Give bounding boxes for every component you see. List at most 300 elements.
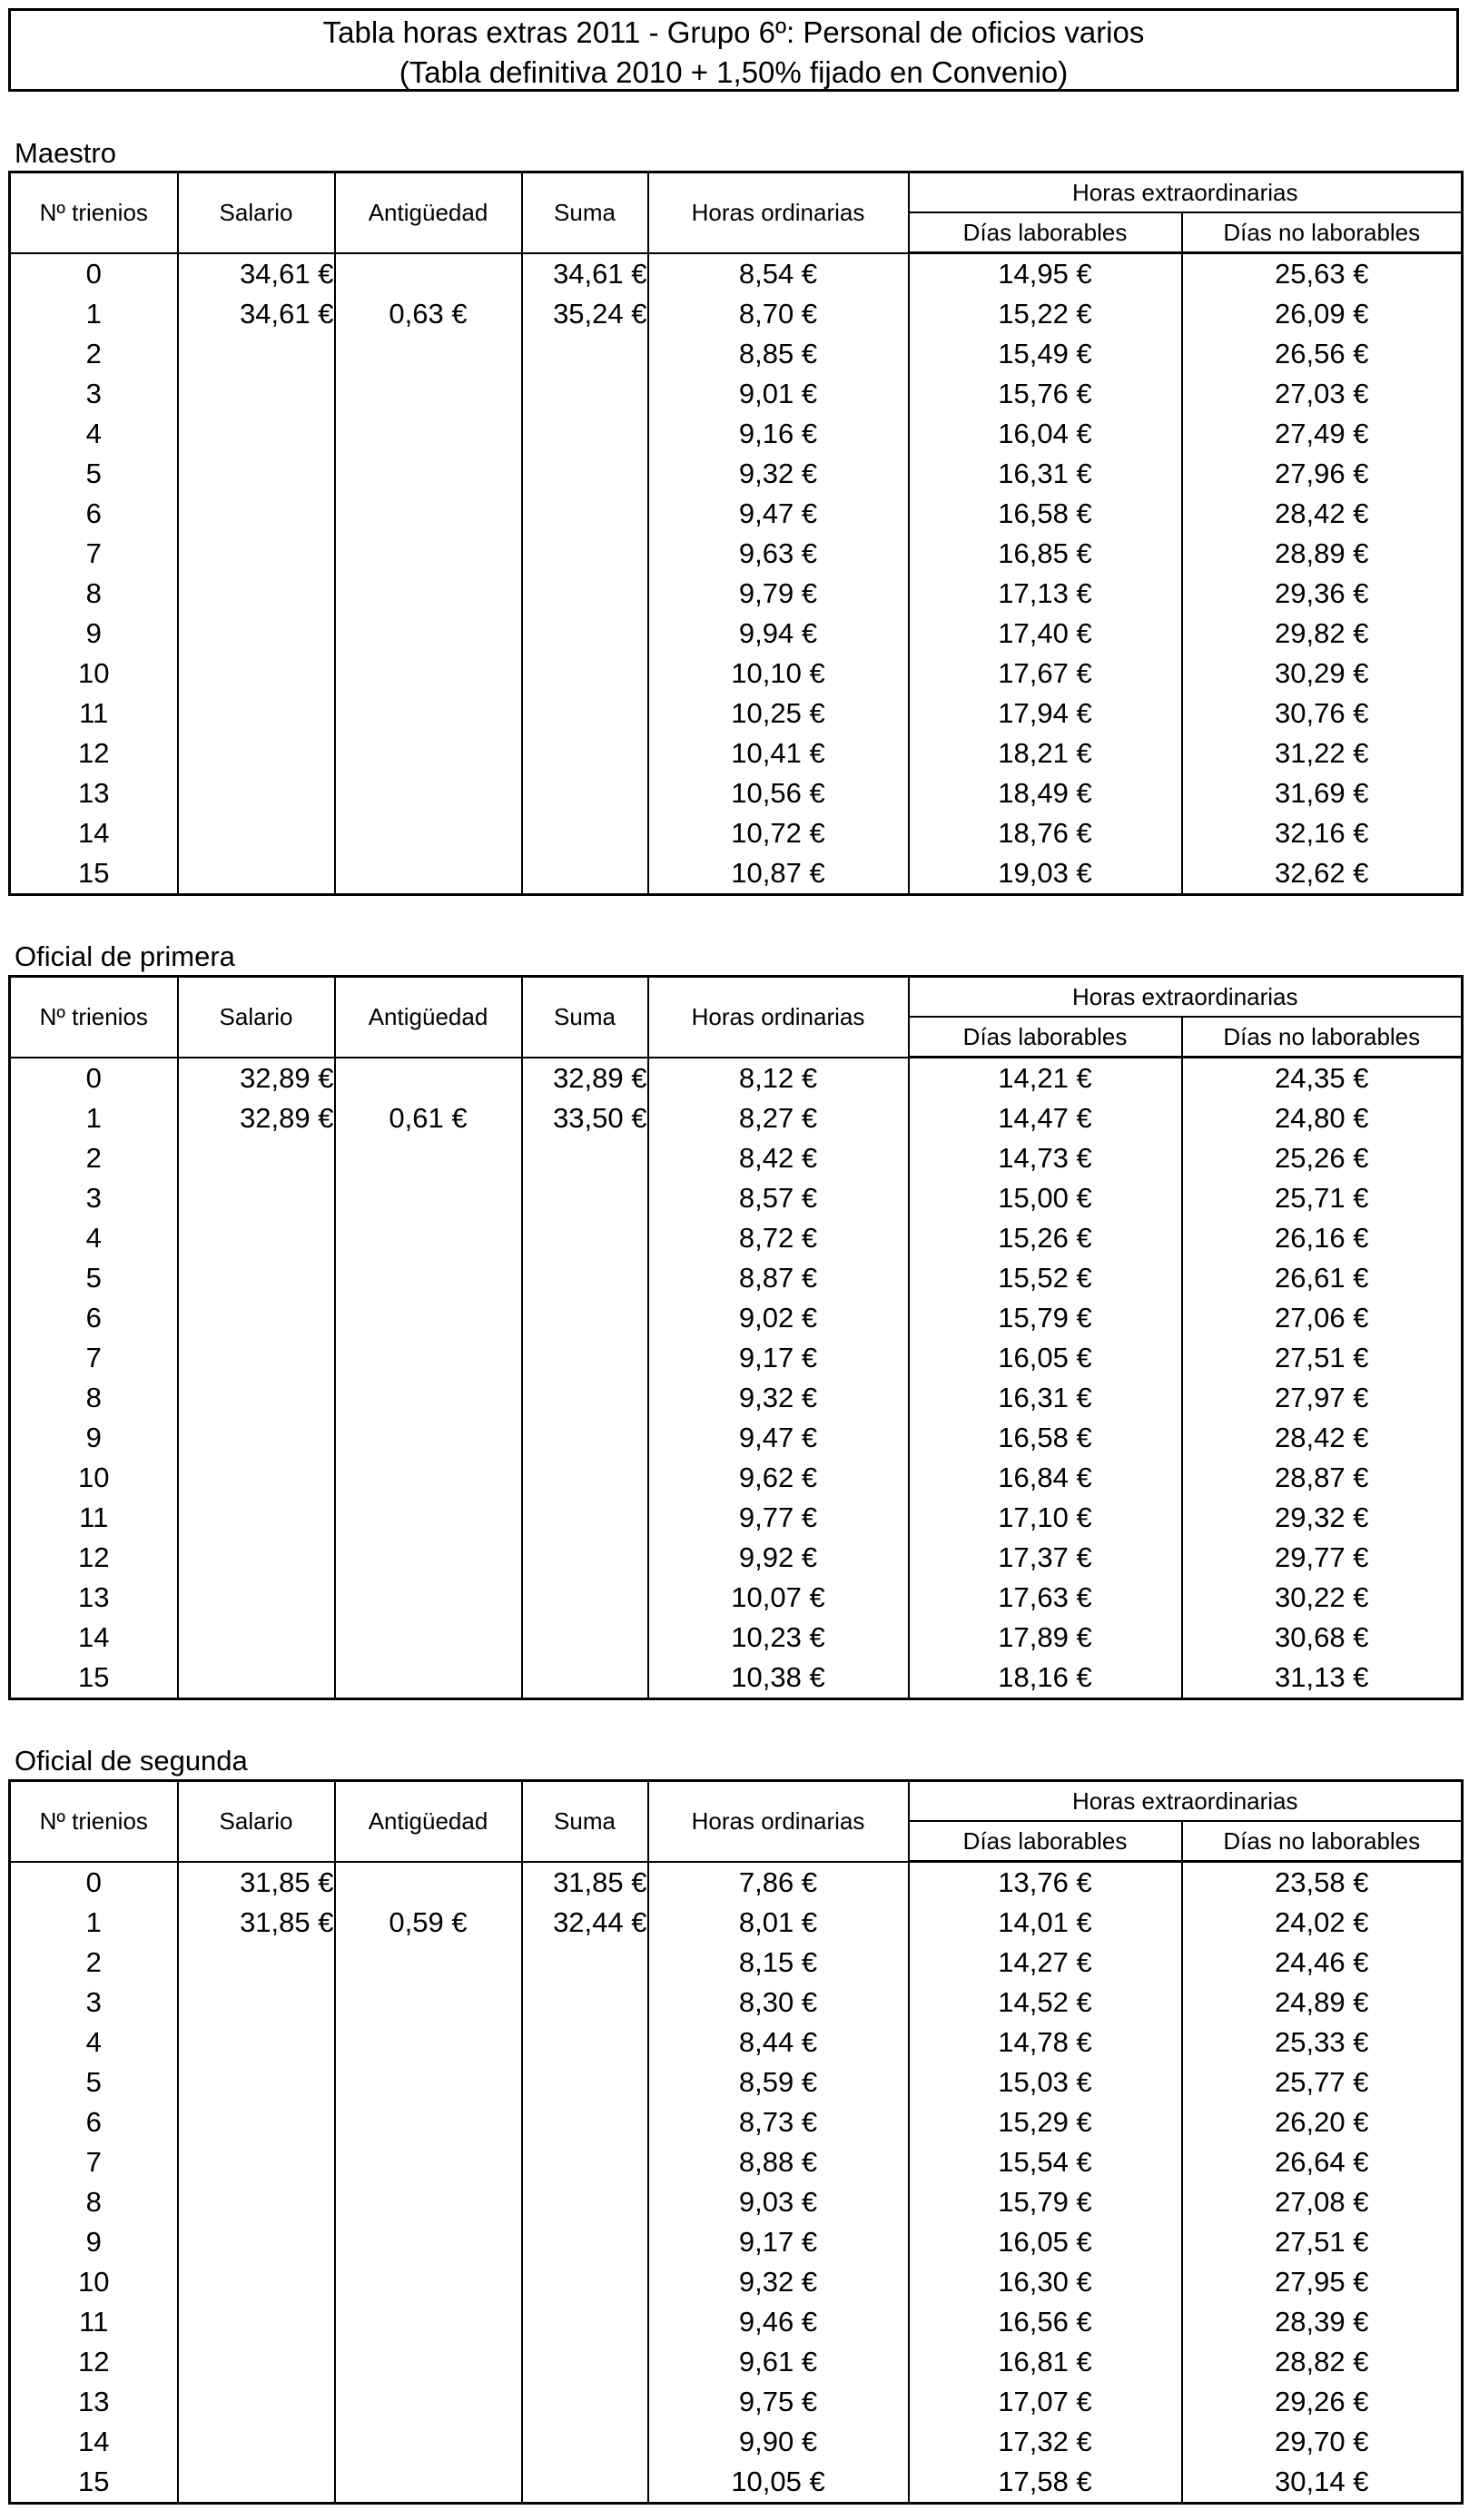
cell-suma [522, 2382, 648, 2422]
cell-dias-laborables: 19,03 € [909, 853, 1182, 895]
cell-trienios: 9 [10, 1418, 178, 1458]
cell-dias-laborables: 17,58 € [909, 2462, 1182, 2504]
cell-dias-laborables: 15,00 € [909, 1178, 1182, 1218]
cell-suma: 32,44 € [522, 1903, 648, 1943]
cell-dias-laborables: 17,13 € [909, 574, 1182, 614]
cell-salario: 31,85 € [178, 1862, 335, 1904]
cell-dias-laborables: 14,01 € [909, 1903, 1182, 1943]
cell-antiguedad [335, 1943, 522, 1983]
table-row [10, 813, 1463, 853]
cell-horas-ordinarias: 7,86 € [648, 1862, 909, 1904]
cell-antiguedad [335, 2062, 522, 2102]
cell-horas-ordinarias: 9,47 € [648, 494, 909, 534]
cell-salario [178, 2062, 335, 2102]
table-row [10, 694, 1463, 733]
cell-suma [522, 853, 648, 895]
cell-salario [178, 2142, 335, 2182]
cell-dias-no-laborables: 25,63 € [1182, 253, 1463, 295]
cell-suma [522, 2142, 648, 2182]
cell-trienios: 11 [10, 1498, 178, 1538]
cell-horas-ordinarias: 9,75 € [648, 2382, 909, 2422]
cell-trienios: 3 [10, 1178, 178, 1218]
cell-trienios: 4 [10, 414, 178, 454]
title-line-1: Tabla horas extras 2011 - Grupo 6º: Personal de oficios varios [322, 15, 1145, 49]
cell-horas-ordinarias: 8,54 € [648, 253, 909, 295]
cell-salario [178, 2222, 335, 2262]
table-row [10, 494, 1463, 534]
cell-dias-no-laborables: 24,02 € [1182, 1903, 1463, 1943]
cell-dias-laborables: 14,21 € [909, 1058, 1182, 1099]
cell-suma [522, 2182, 648, 2222]
cell-dias-no-laborables: 28,87 € [1182, 1458, 1463, 1498]
cell-horas-ordinarias: 8,85 € [648, 334, 909, 374]
table-row [10, 1498, 1463, 1538]
cell-trienios: 15 [10, 853, 178, 895]
cell-antiguedad [335, 1538, 522, 1578]
header-suma: Suma [522, 977, 648, 1058]
table-row [10, 1983, 1463, 2023]
cell-suma: 32,89 € [522, 1058, 648, 1099]
cell-horas-ordinarias: 10,25 € [648, 694, 909, 733]
table-row [10, 1178, 1463, 1218]
cell-trienios: 11 [10, 694, 178, 733]
cell-dias-laborables: 15,52 € [909, 1258, 1182, 1298]
cell-trienios: 7 [10, 2142, 178, 2182]
table-row [10, 534, 1463, 574]
cell-antiguedad [335, 1218, 522, 1258]
cell-dias-laborables: 16,30 € [909, 2262, 1182, 2302]
cell-dias-laborables: 17,32 € [909, 2422, 1182, 2462]
cell-salario [178, 2102, 335, 2142]
cell-dias-no-laborables: 30,14 € [1182, 2462, 1463, 2504]
cell-horas-ordinarias: 8,70 € [648, 294, 909, 334]
cell-antiguedad [335, 454, 522, 494]
cell-salario [178, 1338, 335, 1378]
header-suma: Suma [522, 172, 648, 253]
cell-antiguedad [335, 1458, 522, 1498]
cell-dias-no-laborables: 28,42 € [1182, 494, 1463, 534]
cell-trienios: 12 [10, 1538, 178, 1578]
cell-trienios: 6 [10, 2102, 178, 2142]
cell-dias-no-laborables: 29,77 € [1182, 1538, 1463, 1578]
cell-trienios: 0 [10, 1862, 178, 1904]
cell-trienios: 9 [10, 614, 178, 654]
cell-antiguedad [335, 2382, 522, 2422]
cell-suma: 35,24 € [522, 294, 648, 334]
cell-horas-ordinarias: 9,32 € [648, 454, 909, 494]
cell-trienios: 13 [10, 2382, 178, 2422]
cell-suma [522, 1298, 648, 1338]
cell-trienios: 10 [10, 654, 178, 694]
header-horas-ordinarias: Horas ordinarias [648, 977, 909, 1058]
cell-antiguedad [335, 2142, 522, 2182]
cell-dias-laborables: 15,22 € [909, 294, 1182, 334]
cell-salario [178, 454, 335, 494]
cell-dias-no-laborables: 24,89 € [1182, 1983, 1463, 2023]
cell-dias-laborables: 18,76 € [909, 813, 1182, 853]
cell-dias-no-laborables: 27,06 € [1182, 1298, 1463, 1338]
header-salario: Salario [178, 172, 335, 253]
header-horas-extraordinarias: Horas extraordinarias [909, 172, 1463, 213]
cell-horas-ordinarias: 9,77 € [648, 1498, 909, 1538]
cell-dias-laborables: 17,07 € [909, 2382, 1182, 2422]
table-row [10, 2062, 1463, 2102]
cell-antiguedad [335, 614, 522, 654]
cell-horas-ordinarias: 8,44 € [648, 2023, 909, 2062]
cell-suma [522, 1498, 648, 1538]
cell-salario [178, 733, 335, 773]
header-trienios: Nº trienios [10, 977, 178, 1058]
cell-trienios: 13 [10, 773, 178, 813]
cell-antiguedad [335, 1862, 522, 1904]
cell-dias-laborables: 18,21 € [909, 733, 1182, 773]
cell-salario [178, 773, 335, 813]
table-row [10, 253, 1463, 295]
cell-dias-laborables: 18,49 € [909, 773, 1182, 813]
cell-dias-laborables: 15,76 € [909, 374, 1182, 414]
table-row [10, 1578, 1463, 1618]
cell-dias-no-laborables: 27,97 € [1182, 1378, 1463, 1418]
cell-dias-laborables: 15,49 € [909, 334, 1182, 374]
cell-horas-ordinarias: 10,41 € [648, 733, 909, 773]
cell-dias-laborables: 13,76 € [909, 1862, 1182, 1904]
cell-dias-no-laborables: 25,77 € [1182, 2062, 1463, 2102]
header-dias-laborables: Días laborables [909, 1821, 1182, 1862]
cell-antiguedad [335, 694, 522, 733]
cell-suma [522, 414, 648, 454]
cell-salario [178, 2382, 335, 2422]
cell-salario [178, 494, 335, 534]
cell-dias-laborables: 16,58 € [909, 494, 1182, 534]
cell-trienios: 10 [10, 1458, 178, 1498]
cell-salario [178, 1178, 335, 1218]
cell-horas-ordinarias: 9,17 € [648, 2222, 909, 2262]
cell-dias-laborables: 15,79 € [909, 2182, 1182, 2222]
section-title-oficial-segunda: Oficial de segunda [15, 1745, 248, 1777]
cell-horas-ordinarias: 9,61 € [648, 2342, 909, 2382]
cell-dias-no-laborables: 26,64 € [1182, 2142, 1463, 2182]
cell-antiguedad [335, 2262, 522, 2302]
cell-dias-no-laborables: 29,32 € [1182, 1498, 1463, 1538]
cell-salario [178, 1458, 335, 1498]
cell-salario [178, 654, 335, 694]
cell-trienios: 15 [10, 1658, 178, 1699]
cell-dias-laborables: 17,63 € [909, 1578, 1182, 1618]
cell-horas-ordinarias: 9,94 € [648, 614, 909, 654]
cell-dias-no-laborables: 31,13 € [1182, 1658, 1463, 1699]
cell-dias-no-laborables: 32,16 € [1182, 813, 1463, 853]
cell-salario [178, 1298, 335, 1338]
cell-dias-no-laborables: 28,89 € [1182, 534, 1463, 574]
header-suma: Suma [522, 1781, 648, 1862]
cell-salario [178, 813, 335, 853]
table-row [10, 2382, 1463, 2422]
cell-salario [178, 2422, 335, 2462]
cell-antiguedad [335, 2222, 522, 2262]
cell-antiguedad [335, 2462, 522, 2504]
cell-salario [178, 2182, 335, 2222]
cell-antiguedad [335, 2422, 522, 2462]
table-row [10, 2182, 1463, 2222]
cell-trienios: 4 [10, 2023, 178, 2062]
cell-suma [522, 2342, 648, 2382]
cell-salario [178, 1983, 335, 2023]
table-row [10, 2462, 1463, 2504]
cell-suma [522, 2422, 648, 2462]
cell-horas-ordinarias: 10,87 € [648, 853, 909, 895]
cell-dias-laborables: 17,89 € [909, 1618, 1182, 1658]
cell-antiguedad [335, 1138, 522, 1178]
cell-salario [178, 1498, 335, 1538]
cell-suma: 31,85 € [522, 1862, 648, 1904]
cell-salario [178, 2262, 335, 2302]
cell-antiguedad [335, 813, 522, 853]
title-line-2: (Tabla definitiva 2010 + 1,50% fijado en Convenio) [399, 55, 1069, 89]
table-oficial-segunda [8, 1779, 1464, 2505]
cell-horas-ordinarias: 9,03 € [648, 2182, 909, 2222]
cell-salario [178, 2342, 335, 2382]
cell-horas-ordinarias: 9,47 € [648, 1418, 909, 1458]
cell-dias-laborables: 16,31 € [909, 454, 1182, 494]
cell-dias-no-laborables: 24,46 € [1182, 1943, 1463, 1983]
table-row [10, 2023, 1463, 2062]
cell-salario: 34,61 € [178, 294, 335, 334]
cell-trienios: 3 [10, 1983, 178, 2023]
table-maestro [8, 171, 1464, 896]
cell-antiguedad [335, 1578, 522, 1618]
cell-suma [522, 694, 648, 733]
cell-dias-laborables: 14,95 € [909, 253, 1182, 295]
cell-antiguedad: 0,61 € [335, 1098, 522, 1138]
cell-salario [178, 1218, 335, 1258]
header-horas-ordinarias: Horas ordinarias [648, 1781, 909, 1862]
cell-dias-laborables: 14,47 € [909, 1098, 1182, 1138]
cell-horas-ordinarias: 8,88 € [648, 2142, 909, 2182]
cell-antiguedad [335, 2302, 522, 2342]
cell-dias-laborables: 18,16 € [909, 1658, 1182, 1699]
cell-horas-ordinarias: 8,57 € [648, 1178, 909, 1218]
cell-dias-no-laborables: 27,95 € [1182, 2262, 1463, 2302]
cell-suma [522, 733, 648, 773]
cell-trienios: 14 [10, 2422, 178, 2462]
cell-antiguedad [335, 1178, 522, 1218]
table-row [10, 334, 1463, 374]
cell-horas-ordinarias: 8,72 € [648, 1218, 909, 1258]
cell-dias-laborables: 15,54 € [909, 2142, 1182, 2182]
cell-horas-ordinarias: 9,79 € [648, 574, 909, 614]
header-trienios: Nº trienios [10, 1781, 178, 1862]
cell-antiguedad [335, 253, 522, 295]
cell-salario [178, 694, 335, 733]
cell-suma [522, 1943, 648, 1983]
cell-horas-ordinarias: 8,30 € [648, 1983, 909, 2023]
table-row [10, 614, 1463, 654]
cell-salario [178, 414, 335, 454]
cell-dias-no-laborables: 31,22 € [1182, 733, 1463, 773]
cell-salario [178, 574, 335, 614]
cell-dias-no-laborables: 26,09 € [1182, 294, 1463, 334]
table-row [10, 853, 1463, 895]
cell-dias-no-laborables: 31,69 € [1182, 773, 1463, 813]
header-antiguedad: Antigüedad [335, 977, 522, 1058]
table-row [10, 1862, 1463, 1904]
cell-horas-ordinarias: 9,32 € [648, 1378, 909, 1418]
cell-suma [522, 494, 648, 534]
cell-salario [178, 1138, 335, 1178]
cell-antiguedad [335, 414, 522, 454]
header-horas-ordinarias: Horas ordinarias [648, 172, 909, 253]
table-row [10, 574, 1463, 614]
cell-horas-ordinarias: 9,17 € [648, 1338, 909, 1378]
cell-suma [522, 1538, 648, 1578]
cell-salario: 32,89 € [178, 1098, 335, 1138]
cell-trienios: 0 [10, 1058, 178, 1099]
cell-horas-ordinarias: 10,38 € [648, 1658, 909, 1699]
cell-trienios: 1 [10, 294, 178, 334]
cell-dias-no-laborables: 26,56 € [1182, 334, 1463, 374]
cell-dias-laborables: 16,58 € [909, 1418, 1182, 1458]
cell-dias-no-laborables: 23,58 € [1182, 1862, 1463, 1904]
cell-dias-no-laborables: 27,03 € [1182, 374, 1463, 414]
cell-dias-laborables: 14,78 € [909, 2023, 1182, 2062]
cell-suma [522, 2102, 648, 2142]
cell-antiguedad [335, 1418, 522, 1458]
cell-trienios: 12 [10, 2342, 178, 2382]
cell-suma [522, 2062, 648, 2102]
cell-trienios: 6 [10, 1298, 178, 1338]
cell-trienios: 11 [10, 2302, 178, 2342]
table-row [10, 1298, 1463, 1338]
cell-horas-ordinarias: 8,15 € [648, 1943, 909, 1983]
cell-dias-no-laborables: 27,51 € [1182, 2222, 1463, 2262]
cell-horas-ordinarias: 9,90 € [648, 2422, 909, 2462]
cell-dias-laborables: 17,40 € [909, 614, 1182, 654]
cell-dias-laborables: 16,05 € [909, 1338, 1182, 1378]
cell-suma [522, 1458, 648, 1498]
cell-dias-no-laborables: 29,70 € [1182, 2422, 1463, 2462]
table-row [10, 414, 1463, 454]
cell-trienios: 8 [10, 2182, 178, 2222]
cell-horas-ordinarias: 8,01 € [648, 1903, 909, 1943]
cell-trienios: 4 [10, 1218, 178, 1258]
table-row [10, 2422, 1463, 2462]
table-row [10, 1338, 1463, 1378]
cell-trienios: 1 [10, 1903, 178, 1943]
cell-suma [522, 1258, 648, 1298]
cell-dias-no-laborables: 25,33 € [1182, 2023, 1463, 2062]
table-row [10, 1458, 1463, 1498]
cell-suma [522, 1418, 648, 1458]
cell-salario [178, 2302, 335, 2342]
cell-suma [522, 654, 648, 694]
cell-dias-no-laborables: 30,76 € [1182, 694, 1463, 733]
cell-dias-laborables: 15,29 € [909, 2102, 1182, 2142]
table-row [10, 1658, 1463, 1699]
table-row [10, 1378, 1463, 1418]
cell-dias-laborables: 16,04 € [909, 414, 1182, 454]
cell-antiguedad [335, 1058, 522, 1099]
cell-antiguedad [335, 2342, 522, 2382]
cell-salario [178, 1538, 335, 1578]
cell-suma [522, 334, 648, 374]
cell-dias-no-laborables: 24,80 € [1182, 1098, 1463, 1138]
cell-antiguedad [335, 1658, 522, 1699]
cell-dias-laborables: 15,03 € [909, 2062, 1182, 2102]
cell-dias-no-laborables: 29,36 € [1182, 574, 1463, 614]
document-title [8, 8, 1459, 92]
cell-trienios: 10 [10, 2262, 178, 2302]
table-row [10, 2102, 1463, 2142]
cell-suma [522, 1178, 648, 1218]
cell-suma: 33,50 € [522, 1098, 648, 1138]
cell-trienios: 1 [10, 1098, 178, 1138]
cell-dias-no-laborables: 28,82 € [1182, 2342, 1463, 2382]
table-row [10, 2262, 1463, 2302]
cell-horas-ordinarias: 10,23 € [648, 1618, 909, 1658]
cell-salario [178, 1618, 335, 1658]
cell-dias-no-laborables: 25,71 € [1182, 1178, 1463, 1218]
table-row [10, 773, 1463, 813]
cell-salario [178, 1378, 335, 1418]
cell-trienios: 2 [10, 334, 178, 374]
header-dias-no-laborables: Días no laborables [1182, 1017, 1463, 1058]
cell-horas-ordinarias: 9,01 € [648, 374, 909, 414]
cell-horas-ordinarias: 9,32 € [648, 2262, 909, 2302]
table-row [10, 1218, 1463, 1258]
table-row [10, 2142, 1463, 2182]
cell-antiguedad [335, 1258, 522, 1298]
cell-dias-no-laborables: 30,29 € [1182, 654, 1463, 694]
header-trienios: Nº trienios [10, 172, 178, 253]
cell-suma [522, 1658, 648, 1699]
header-dias-laborables: Días laborables [909, 212, 1182, 253]
header-salario: Salario [178, 1781, 335, 1862]
cell-dias-no-laborables: 25,26 € [1182, 1138, 1463, 1178]
cell-antiguedad: 0,63 € [335, 294, 522, 334]
cell-horas-ordinarias: 8,27 € [648, 1098, 909, 1138]
cell-dias-laborables: 17,10 € [909, 1498, 1182, 1538]
cell-trienios: 3 [10, 374, 178, 414]
cell-dias-laborables: 17,94 € [909, 694, 1182, 733]
cell-antiguedad [335, 2023, 522, 2062]
cell-trienios: 15 [10, 2462, 178, 2504]
cell-suma [522, 1578, 648, 1618]
cell-suma [522, 2262, 648, 2302]
cell-dias-no-laborables: 30,22 € [1182, 1578, 1463, 1618]
table-row [10, 1943, 1463, 1983]
header-horas-extraordinarias: Horas extraordinarias [909, 977, 1463, 1018]
cell-dias-no-laborables: 27,51 € [1182, 1338, 1463, 1378]
table-row [10, 454, 1463, 494]
cell-trienios: 7 [10, 1338, 178, 1378]
cell-horas-ordinarias: 10,05 € [648, 2462, 909, 2504]
cell-suma [522, 2222, 648, 2262]
cell-trienios: 5 [10, 454, 178, 494]
cell-trienios: 8 [10, 1378, 178, 1418]
cell-salario [178, 614, 335, 654]
cell-horas-ordinarias: 9,63 € [648, 534, 909, 574]
cell-antiguedad [335, 733, 522, 773]
cell-dias-no-laborables: 26,20 € [1182, 2102, 1463, 2142]
cell-suma [522, 454, 648, 494]
table-row [10, 1903, 1463, 1943]
cell-suma [522, 1618, 648, 1658]
cell-trienios: 5 [10, 1258, 178, 1298]
cell-suma [522, 2302, 648, 2342]
cell-salario [178, 334, 335, 374]
cell-suma [522, 574, 648, 614]
cell-dias-laborables: 14,27 € [909, 1943, 1182, 1983]
